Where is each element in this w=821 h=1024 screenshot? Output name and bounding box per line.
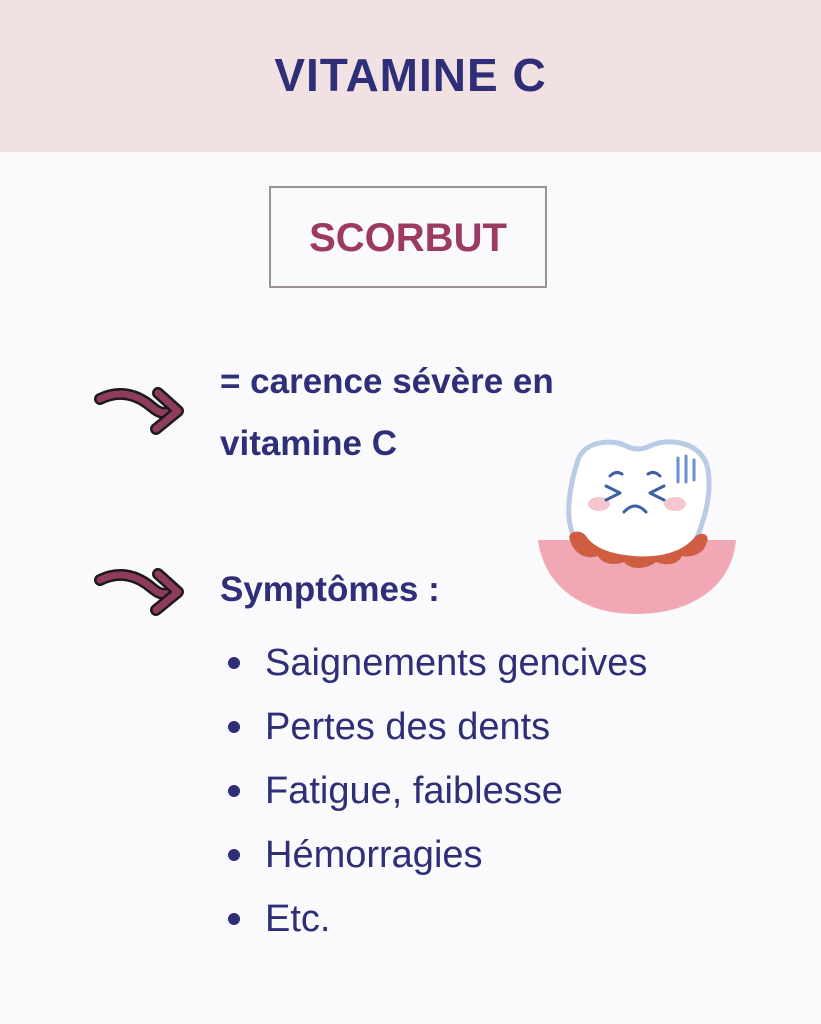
symptom-label: Hémorragies (265, 834, 483, 876)
symptom-label: Fatigue, faiblesse (265, 770, 563, 812)
bullet-icon (228, 913, 240, 925)
list-item (228, 768, 647, 832)
subtitle-box (269, 186, 547, 288)
symptom-label: Etc. (265, 898, 331, 940)
bullet-icon (228, 721, 240, 733)
page-title: VITAMINE C (274, 49, 547, 101)
list-item (228, 832, 647, 896)
bullet-icon (228, 785, 240, 797)
list-item (228, 640, 647, 704)
list-item (228, 704, 647, 768)
definition-line-2: vitamine C (220, 424, 397, 463)
symptoms-heading: Symptômes : (220, 570, 440, 609)
definition-line-1: = carence sévère en (220, 362, 554, 401)
subtitle: SCORBUT (309, 216, 507, 260)
symptom-list (228, 640, 647, 960)
curved-arrow-icon (94, 385, 186, 437)
symptom-label: Pertes des dents (265, 706, 551, 748)
symptom-label: Saignements gencives (265, 642, 648, 684)
curved-arrow-icon (94, 566, 186, 618)
bullet-icon (228, 849, 240, 861)
sad-tooth-illustration (536, 436, 738, 616)
bullet-icon (228, 657, 240, 669)
header-banner (0, 0, 821, 152)
list-item (228, 896, 647, 960)
